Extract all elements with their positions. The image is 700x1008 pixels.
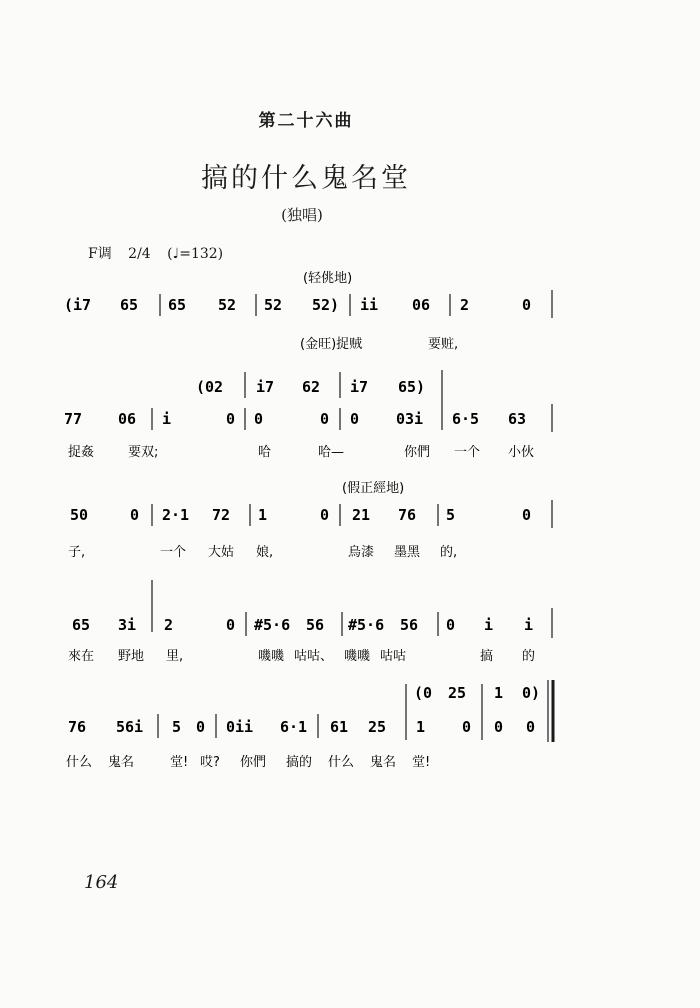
song-title: 搞的什么鬼名堂: [201, 163, 411, 194]
note: 3i: [118, 616, 137, 634]
note: 0: [320, 506, 330, 524]
annotation: (轻佻地): [303, 271, 353, 286]
annotation: 0): [522, 684, 541, 702]
lyric: 鬼名: [108, 755, 135, 770]
tempo-marking: (♩=132): [167, 246, 224, 262]
lyric: 來在: [68, 649, 95, 664]
note: 2: [460, 296, 470, 314]
note: 65: [168, 296, 187, 314]
annotation: 65): [398, 378, 426, 396]
note: 56i: [116, 718, 144, 736]
note: 5: [446, 506, 456, 524]
note: 25: [368, 718, 387, 736]
note: 50: [70, 506, 89, 524]
note: 76: [68, 718, 87, 736]
lyric: 烏漆: [348, 545, 375, 560]
lyric: 什么: [328, 755, 355, 770]
note: 2: [164, 616, 174, 634]
note: 0: [254, 410, 264, 428]
note: 0: [522, 296, 532, 314]
note: 52: [264, 296, 283, 314]
annotation: i7: [350, 378, 369, 396]
note: 1: [416, 718, 426, 736]
annotation: 25: [448, 684, 467, 702]
note: 56: [306, 616, 325, 634]
note: 0ii: [226, 718, 254, 736]
note: (i7: [64, 296, 92, 314]
note: 1: [258, 506, 268, 524]
note: 52: [218, 296, 237, 314]
note: i: [484, 616, 494, 634]
page-number: 164: [84, 872, 119, 893]
song-subtitle: (独唱): [281, 206, 323, 224]
note: 0: [130, 506, 140, 524]
note: 61: [330, 718, 349, 736]
note: #5·6: [254, 616, 291, 634]
note: ii: [360, 296, 379, 314]
lyric: 你們: [240, 755, 267, 770]
lyric: 搞的: [286, 755, 313, 770]
note: 0: [526, 718, 536, 736]
note: #5·6: [348, 616, 385, 634]
lyric: 堂!: [412, 755, 431, 770]
note: 6·5: [452, 410, 480, 428]
note: 65: [72, 616, 91, 634]
lyric: 大姑: [208, 545, 235, 560]
key-signature: F调: [88, 246, 112, 262]
annotation: 1: [494, 684, 504, 702]
note: 72: [212, 506, 231, 524]
lyric: 嘰嘰: [258, 649, 285, 664]
lyric: 你們: [404, 445, 431, 460]
note: 76: [398, 506, 417, 524]
note: 5: [172, 718, 182, 736]
note: 0: [446, 616, 456, 634]
note: 6·1: [280, 718, 308, 736]
note: 2·1: [162, 506, 190, 524]
note: 0: [462, 718, 472, 736]
lyric: (金旺)捉贼: [300, 337, 363, 352]
lyric: 咕咕: [380, 649, 407, 664]
lyric: 小伙: [508, 445, 535, 460]
lyric: 哈—: [318, 445, 345, 460]
note: 21: [352, 506, 371, 524]
note: 56: [400, 616, 419, 634]
note: 77: [64, 410, 83, 428]
lyric: 要双;: [128, 445, 159, 460]
note: i: [524, 616, 534, 634]
lyric: 什么: [66, 755, 93, 770]
note: 0: [226, 616, 236, 634]
lyric: 捉姦: [68, 445, 95, 460]
lyric: 要赃,: [428, 337, 459, 352]
annotation: (0: [414, 684, 433, 702]
note: 03i: [396, 410, 424, 428]
lyric: 鬼名: [370, 755, 397, 770]
lyric: 哈: [258, 445, 272, 460]
lyric: 堂!: [170, 755, 189, 770]
lyric: 里,: [166, 649, 184, 664]
note: 0: [494, 718, 504, 736]
annotation: 62: [302, 378, 321, 396]
note: 0: [350, 410, 360, 428]
lyric: 哎?: [200, 755, 220, 770]
note: 0: [226, 410, 236, 428]
annotation: i7: [256, 378, 275, 396]
annotation: (02: [196, 378, 224, 396]
lyric: 咕咕、: [294, 649, 334, 664]
note: 0: [320, 410, 330, 428]
time-signature: 2/4: [128, 246, 151, 262]
lyric: 野地: [118, 649, 145, 664]
lyric: 一个: [454, 445, 481, 460]
annotation: (假正經地): [342, 481, 405, 496]
note: 63: [508, 410, 527, 428]
lyric: 搞: [480, 649, 494, 664]
note: 0: [196, 718, 206, 736]
note: 65: [120, 296, 139, 314]
note: 06: [118, 410, 137, 428]
chapter-heading: 第二十六曲: [258, 111, 354, 131]
lyric: 的: [522, 649, 536, 664]
lyric: 嘰嘰: [344, 649, 371, 664]
lyric: 娘,: [256, 545, 274, 560]
lyric: 子,: [68, 545, 86, 560]
note: 06: [412, 296, 431, 314]
note: 52): [312, 296, 340, 314]
note: i: [162, 410, 172, 428]
lyric: 一个: [160, 545, 187, 560]
lyric: 的,: [440, 545, 458, 560]
note: 0: [522, 506, 532, 524]
lyric: 墨黑: [394, 545, 421, 560]
